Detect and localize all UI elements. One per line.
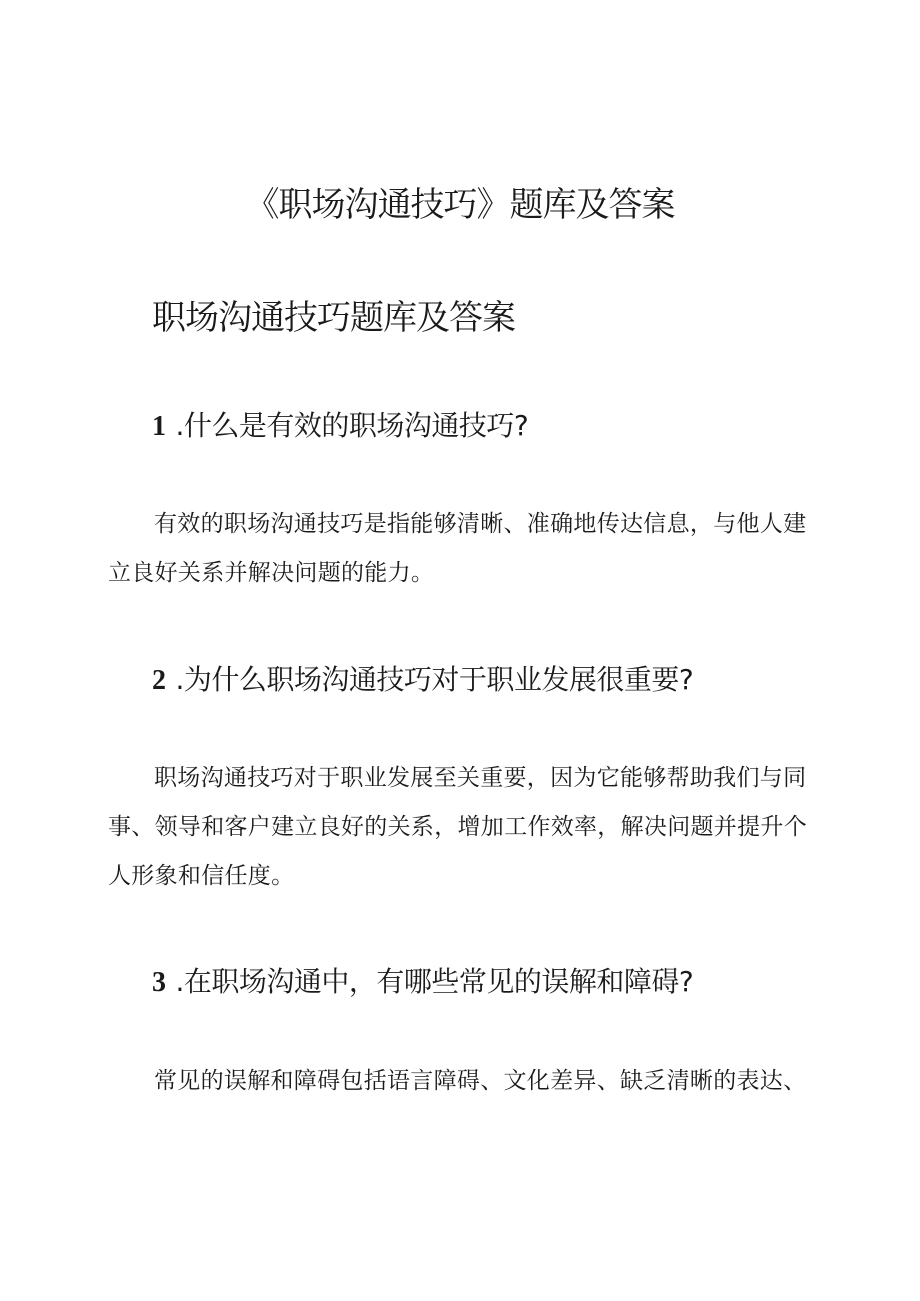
question-heading xyxy=(152,962,693,1003)
document-subtitle: 职场沟通技巧题库及答案 xyxy=(152,298,515,338)
document-title: 《职场沟通技巧》题库及答案 xyxy=(245,185,675,225)
question-heading xyxy=(152,660,693,701)
question-text: .什么是有效的职场沟通技巧? xyxy=(175,409,529,442)
answer-paragraph: 常见的误解和障碍包括语言障碍、文化差异、缺乏清晰的表达、 xyxy=(154,1068,807,1094)
question-heading xyxy=(152,406,528,447)
question-number: 1 xyxy=(152,411,166,442)
question-number: 3 xyxy=(152,967,166,998)
question-text: .为什么职场沟通技巧对于职业发展很重要? xyxy=(175,663,694,696)
answer-paragraph: 有效的职场沟通技巧是指能够清晰、准确地传达信息，与他人建立良好关系并解决问题的能力。 xyxy=(108,511,807,586)
question-text: .在职场沟通中，有哪些常见的误解和障碍? xyxy=(175,965,694,998)
question-number: 2 xyxy=(152,665,166,696)
answer-paragraph: 职场沟通技巧对于职业发展至关重要，因为它能够帮助我们与同事、领导和客户建立良好的关系，增加工作效率，解决问题并提升个人形象和信任度。 xyxy=(108,765,807,889)
